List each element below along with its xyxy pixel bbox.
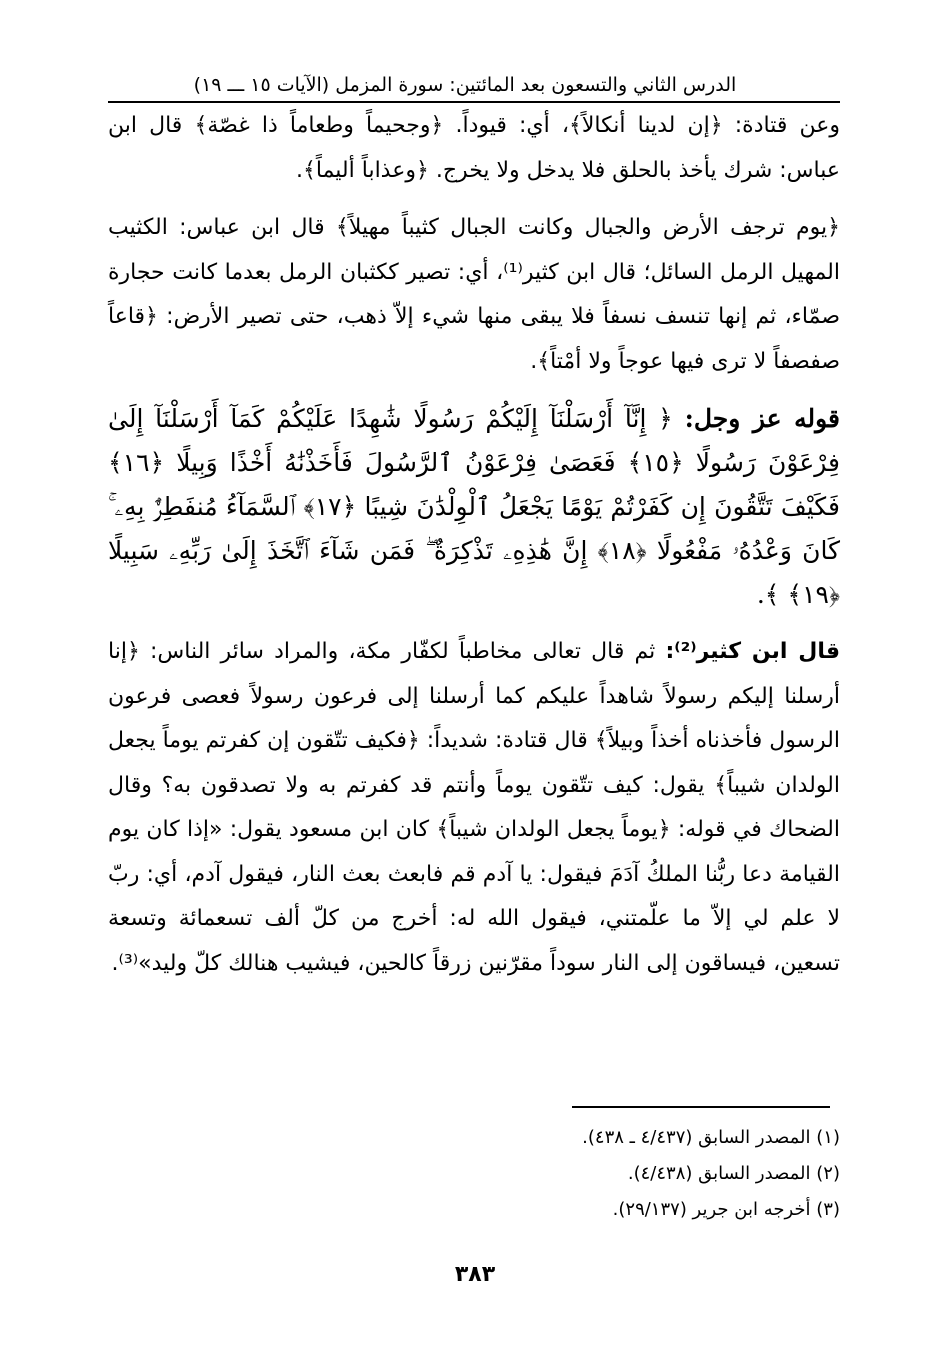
commentary-text: ثم قال تعالى مخاطباً لكفّار مكة، والمراد سائر الناس: ﴿إنا أرسلنا إليكم رسولاً شاهداً عليكم كما أرسلنا إلى فرعون رسولاً فعصى فرعون الرسول فأخذناه أخذاً وبيلاً﴾ قال قتادة: شديداً: ﴿فكيف تتّقون إن كفرتم يوماً يجعل الولدان شيباً﴾ يقول: كيف تتّقون يوماً وأنتم قد كفرتم به ولا تصدقون به؟ وقال الضحاك في قوله: ﴿يوماً يجعل الولدان شيباً﴾ كان ابن مسعود يقول: «إذا كان يوم القيامة دعا ربُّنا الملكُ آدَمَ فيقول: يا آدم قم فابعث بعث النار، فيقول آدم، أي: ربّ لا علم لي إلاّ ما علّمتني، فيقول الله له: أخرج من كلّ ألف تسعمائة وتسعة تسعين، فيساقون إلى النار سوداً مقرّنين زرقاً كالحين، فيشيب هنالك كلّ وليد»⁽³⁾. <box>108 639 840 976</box>
footnote-1: (١) المصدر السابق (٤/٤٣٧ ـ ٤٣٨). <box>582 1127 840 1148</box>
running-header: الدرس الثاني والتسعون بعد المائتين: سورة المزمل (الآيات ١٥ ـــ ١٩) <box>193 74 737 96</box>
paragraph-ibn-kathir <box>108 630 840 986</box>
header-rule <box>108 101 840 103</box>
footnote-rule <box>572 1106 830 1108</box>
page-number: ٣٨٣ <box>454 1262 496 1287</box>
quran-lead: قوله عز وجل: <box>684 404 840 433</box>
body-text <box>108 104 840 986</box>
commentary-lead: قال ابن كثير⁽²⁾: <box>665 639 840 664</box>
quran-text: ﴿ إِنَّآ أَرْسَلْنَآ إِلَيْكُمْ رَسُولًا شَٰهِدًا عَلَيْكُمْ كَمَآ أَرْسَلْنَآ إِلَىٰ فِرْعَوْنَ رَسُولًا ﴿١٥﴾ فَعَصَىٰ فِرْعَوْنُ ٱلرَّسُولَ فَأَخَذْنَٰهُ أَخْذًا وَبِيلًا ﴿١٦﴾ فَكَيْفَ تَتَّقُونَ إِن كَفَرْتُمْ يَوْمًا يَجْعَلُ ٱلْوِلْدَٰنَ شِيبًا ﴿١٧﴾ ٱلسَّمَآءُ مُنفَطِرٌۢ بِهِۦ ۚ كَانَ وَعْدُهُۥ مَفْعُولًا ﴿١٨﴾ إِنَّ هَٰذِهِۦ تَذْكِرَةٌ ۖ فَمَن شَآءَ ٱتَّخَذَ إِلَىٰ رَبِّهِۦ سَبِيلًا ﴿١٩﴾ ﴾. <box>108 404 841 609</box>
paragraph-earth-quake: ﴿يوم ترجف الأرض والجبال وكانت الجبال كثيباً مهيلاً﴾ قال ابن عباس: الكثيب المهيل الرمل السائل؛ قال ابن كثير⁽¹⁾، أي: تصير ككثبان الرمل بعدما كانت حجارة صمّاء، ثم إنها تنسف نسفاً فلا يبقى منها شيء إلاّ ذهب، حتى تصير الأرض: ﴿قاعاً صفصفاً لا ترى فيها عوجاً ولا أمْتاً﴾. <box>108 215 840 374</box>
footnote-2: (٢) المصدر السابق (٤/٤٣٨). <box>627 1163 840 1184</box>
footnotes <box>400 1120 840 1228</box>
footnote-3: (٣) أخرجه ابن جرير (٢٩/١٣٧). <box>612 1199 840 1220</box>
quran-verses <box>108 397 840 617</box>
paragraph-qatada: وعن قتادة: ﴿إن لدينا أنكالاً﴾، أي: قيوداً. ﴿وجحيماً وطعاماً ذا غصّة﴾ قال ابن عباس: شرك يأخذ بالحلق فلا يدخل ولا يخرج. ﴿وعذاباً أليماً﴾. <box>108 113 840 183</box>
